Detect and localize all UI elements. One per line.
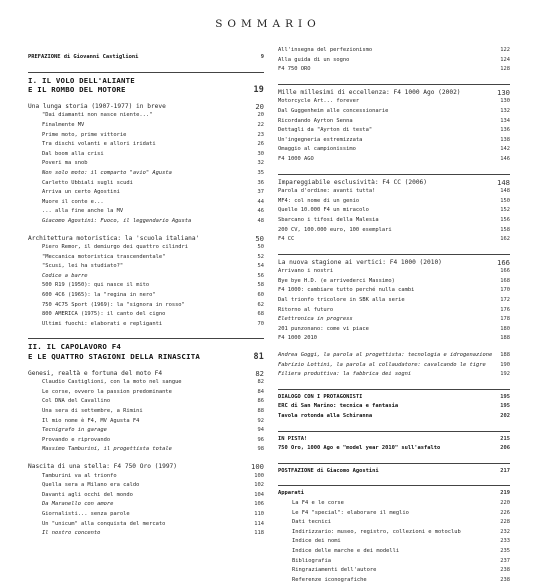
toc-entry xyxy=(278,235,510,245)
toc-entry-page: 158 xyxy=(500,226,510,233)
toc-entry xyxy=(28,407,264,417)
section-divider xyxy=(278,254,510,255)
toc-entry-title: Indice delle marche e dei modelli xyxy=(292,547,400,554)
toc-entry-title: 600 4C6 (1965): la "regina in nero" xyxy=(42,292,156,299)
toc-entry-title: Claudio Castiglioni, con la moto nel sangue xyxy=(42,379,182,386)
toc-entry-page: 206 xyxy=(500,445,510,452)
toc-entry xyxy=(278,547,510,557)
toc-entry-page: 68 xyxy=(257,311,264,318)
toc-entry xyxy=(278,412,510,422)
section-divider xyxy=(278,84,510,85)
toc-entry xyxy=(278,245,510,252)
toc-entry-title: Una sera di settembre, a Rimini xyxy=(42,408,143,414)
toc-entry xyxy=(278,107,510,117)
toc-entry-page: 180 xyxy=(500,325,510,332)
toc-entry-page: 106 xyxy=(254,501,264,508)
toc-entry-title: F4 CC xyxy=(278,236,295,243)
toc-entry-title: Massimo Tamburini, il progettista totale xyxy=(42,446,172,453)
toc-entry-page: 150 xyxy=(500,197,510,204)
toc-entry-page: 130 xyxy=(500,98,510,105)
toc-entry-title: ... alla fine anche la MV xyxy=(42,208,124,215)
toc-entry xyxy=(28,159,264,169)
toc-entry-title: Piero Remor, il demiurgo dei quattro cilindri xyxy=(42,244,189,251)
toc-entry-page: 215 xyxy=(500,435,510,442)
toc-entry-page: 188 xyxy=(500,352,510,359)
toc-entry-title: Tamburini va al trionfo xyxy=(42,472,117,479)
toc-entry-title: Ringraziamenti dell'autore xyxy=(292,567,377,574)
toc-entry-title: 750 4C75 Sport (1969): la "signora in rosso" xyxy=(42,301,185,308)
toc-entry-page: 56 xyxy=(257,272,264,279)
toc-entry xyxy=(278,277,510,287)
toc-entry xyxy=(28,95,264,102)
toc-entry xyxy=(278,145,510,155)
toc-entry-title: Nascita di una stella: F4 750 Oro (1997) xyxy=(28,462,178,470)
toc-entry-title: Finalmente MV xyxy=(42,121,85,128)
toc-entry-page: 138 xyxy=(500,136,510,143)
toc-entry-title: IN PISTA! xyxy=(278,435,308,442)
toc-entry-title: Bibliografia xyxy=(292,557,331,564)
toc-entry xyxy=(28,131,264,141)
toc-entry-title: Codice a barre xyxy=(42,272,88,279)
toc-entry-title: Dal boom alla crisi xyxy=(42,150,104,157)
toc-entry xyxy=(28,217,264,227)
toc-entry-title: Le F4 "special": elaborare il meglio xyxy=(292,509,409,516)
toc-entry-page: 22 xyxy=(257,121,264,128)
toc-entry xyxy=(28,426,264,436)
toc-entry-title: Tavola rotonda alla Schiranna xyxy=(278,413,373,419)
toc-entry-title: Dal trionfo tricolore in SBK alla serie xyxy=(278,297,405,304)
page-title: SOMMARIO xyxy=(215,18,321,30)
toc-entry xyxy=(278,380,510,387)
toc-entry xyxy=(28,369,264,379)
toc-entry-title: Non solo moto: il comparto "avio" Agusta xyxy=(42,169,172,176)
toc-entry xyxy=(278,226,510,236)
toc-entry-page: 233 xyxy=(500,538,510,545)
toc-entry-page: 54 xyxy=(257,263,264,270)
toc-entry xyxy=(278,325,510,335)
toc-entry-title: Referenze iconografiche xyxy=(292,576,367,583)
toc-entry xyxy=(278,370,510,380)
toc-entry-page: 238 xyxy=(500,567,510,574)
toc-entry-title: Indice dei nomi xyxy=(292,538,341,545)
toc-entry xyxy=(278,46,510,56)
toc-entry-title: Le corse, ovvero la passion predominante xyxy=(42,388,172,395)
toc-entry-page: 132 xyxy=(500,107,510,114)
toc-entry-page: 37 xyxy=(257,189,264,196)
toc-entry xyxy=(28,491,264,501)
toc-entry-title: F4 1000: cambiare tutto perché nulla cambi xyxy=(278,287,415,294)
toc-entry-page: 114 xyxy=(254,520,264,527)
toc-entry-title: PREFAZIONE di Giovanni Castiglioni xyxy=(28,54,139,60)
toc-entry xyxy=(278,315,510,325)
toc-entry xyxy=(278,351,510,361)
toc-entry-page: 62 xyxy=(257,301,264,308)
toc-entry xyxy=(28,362,264,369)
toc-entry-page: 170 xyxy=(500,287,510,294)
toc-entry xyxy=(278,206,510,216)
toc-entry-title: Tra dischi volanti e allori iridati xyxy=(42,141,156,148)
toc-entry xyxy=(28,320,264,330)
toc-entry-page: 190 xyxy=(500,361,510,368)
toc-entry-title: E LE QUATTRO STAGIONI DELLA RINASCITA xyxy=(28,352,201,362)
toc-entry xyxy=(28,85,264,95)
toc-entry xyxy=(278,576,510,585)
toc-entry-title: Un'ingegneria estremizzata xyxy=(278,136,363,143)
toc-entry xyxy=(28,169,264,179)
toc-entry xyxy=(28,140,264,150)
toc-entry xyxy=(278,56,510,66)
toc-entry-page: 81 xyxy=(253,351,264,362)
toc-left-column xyxy=(28,46,264,539)
toc-entry-title: Motorcycle Art... forever xyxy=(278,98,360,105)
toc-entry-title: 800 AMERICA (1975): il canto del cigno xyxy=(42,311,166,318)
toc-entry-page: 130 xyxy=(497,87,510,97)
section-divider xyxy=(28,72,264,73)
toc-entry xyxy=(278,454,510,461)
toc-entry xyxy=(278,537,510,547)
toc-entry xyxy=(28,417,264,427)
toc-entry-title: 200 CV, 100.000 euro, 100 esemplari xyxy=(278,226,392,233)
toc-entry-title: Filiera produttiva: la fabbrica dei sogni xyxy=(278,371,412,378)
toc-entry xyxy=(278,216,510,226)
toc-entry-page: 30 xyxy=(257,150,264,157)
toc-entry-title: Davanti agli occhi del mondo xyxy=(42,491,133,498)
toc-entry xyxy=(28,253,264,263)
toc-entry-page: 166 xyxy=(500,268,510,275)
toc-entry xyxy=(28,310,264,320)
toc-entry-page: 142 xyxy=(500,146,510,153)
toc-entry-title: "Meccanica motoristica trascendentale" xyxy=(42,253,166,260)
toc-entry xyxy=(28,272,264,282)
toc-entry-page: 70 xyxy=(257,320,264,327)
toc-entry-title: E IL ROMBO DEL MOTORE xyxy=(28,85,126,95)
toc-entry xyxy=(28,188,264,198)
toc-entry xyxy=(278,286,510,296)
toc-entry-title: Il mio nome è F4, MV Agusta F4 xyxy=(42,417,140,424)
toc-entry-title: Apparati xyxy=(278,490,304,497)
toc-entry-page: 102 xyxy=(254,482,264,489)
toc-entry xyxy=(28,243,264,253)
toc-entry-page: 46 xyxy=(257,208,264,215)
toc-entry-page: 237 xyxy=(500,557,510,564)
toc-entry-title: Muore il conte e... xyxy=(42,198,104,205)
toc-entry xyxy=(278,499,510,509)
toc-entry-title: Ultimi fuochi: elaborati e repliganti xyxy=(42,320,163,327)
toc-entry-page: 172 xyxy=(500,297,510,304)
toc-entry xyxy=(28,352,264,362)
toc-entry-title: 201 punzonano: come vi piace xyxy=(278,325,369,332)
toc-entry-title: Il nostro concento xyxy=(42,530,101,537)
toc-entry xyxy=(278,393,510,403)
toc-entry-page: 192 xyxy=(500,371,510,378)
toc-entry xyxy=(28,388,264,398)
toc-entry-page: 235 xyxy=(500,547,510,554)
toc-entry xyxy=(28,510,264,520)
toc-entry-title: Poveri ma snob xyxy=(42,160,88,167)
toc-entry-title: Quelle 10.000 F4 un miracolo xyxy=(278,207,369,214)
toc-entry-page: 136 xyxy=(500,127,510,134)
toc-entry-page: 9 xyxy=(260,54,264,60)
toc-entry xyxy=(28,481,264,491)
toc-entry-title: Dal Guggenheim alle concessionarie xyxy=(278,107,389,114)
section-divider xyxy=(278,174,510,175)
toc-entry-page: 226 xyxy=(500,509,510,516)
toc-entry xyxy=(28,150,264,160)
toc-entry-title: La F4 e le corse xyxy=(292,499,344,506)
toc-entry-title: All'insegna del perfezionismo xyxy=(278,47,373,53)
toc-entry xyxy=(28,53,264,63)
toc-entry-page: 152 xyxy=(500,207,510,214)
toc-entry-title: DIALOGO CON I PROTAGONISTI xyxy=(278,393,363,400)
toc-entry-page: 122 xyxy=(500,47,510,53)
toc-entry-title: Tecnigrafo in garage xyxy=(42,427,107,434)
toc-entry-page: 104 xyxy=(254,491,264,498)
toc-entry-title: 750 Oro, 1000 Ago e "model year 2010" sull'asfalto xyxy=(278,445,441,452)
toc-entry xyxy=(278,361,510,371)
toc-entry-title: Provando e riprovando xyxy=(42,436,111,443)
toc-entry-title: Alla guida di un sogno xyxy=(278,56,350,63)
toc-entry-title: Arrivano i nostri xyxy=(278,268,334,275)
section-divider xyxy=(28,338,264,339)
toc-entry-page: 188 xyxy=(500,335,510,342)
toc-entry-title: Architettura motoristica: la 'scuola italiana' xyxy=(28,234,200,242)
toc-entry-title: Dettagli da "Ayrton di testa" xyxy=(278,127,373,134)
toc-entry xyxy=(278,566,510,576)
toc-entry-title: Bye bye H.D. (e arrivederci Massimo) xyxy=(278,277,395,284)
toc-entry-page: 128 xyxy=(500,66,510,73)
toc-entry xyxy=(28,227,264,234)
toc-entry-page: 58 xyxy=(257,282,264,289)
toc-entry-page: 86 xyxy=(257,398,264,405)
toc-entry xyxy=(28,121,264,131)
toc-entry xyxy=(278,422,510,429)
toc-entry xyxy=(278,509,510,519)
toc-entry-page: 220 xyxy=(500,499,510,506)
toc-entry-page: 26 xyxy=(257,141,264,148)
section-divider xyxy=(278,463,510,464)
toc-entry xyxy=(278,296,510,306)
toc-entry-title: Mille millesimi di eccellenza: F4 1000 Ago (2002) xyxy=(278,88,461,96)
toc-entry xyxy=(278,165,510,172)
toc-entry xyxy=(278,489,510,499)
toc-entry-page: 178 xyxy=(500,316,510,323)
toc-entry xyxy=(278,557,510,567)
toc-entry-title: Carletto Ubbiali sugli scudi xyxy=(42,179,133,186)
toc-entry xyxy=(28,397,264,407)
toc-entry-page: 232 xyxy=(500,528,510,535)
toc-entry-page: 195 xyxy=(500,403,510,410)
toc-entry-page: 19 xyxy=(253,84,264,95)
toc-right-column xyxy=(278,46,510,585)
toc-entry xyxy=(28,520,264,530)
toc-entry-page: 134 xyxy=(500,117,510,124)
toc-entry-page: 82 xyxy=(257,379,264,386)
toc-entry xyxy=(278,344,510,351)
toc-entry-page: 32 xyxy=(257,160,264,167)
toc-entry xyxy=(28,378,264,388)
toc-entry xyxy=(278,476,510,483)
toc-entry-title: Parola d'ordine: avanti tutta! xyxy=(278,188,376,195)
section-divider xyxy=(278,431,510,432)
toc-entry xyxy=(278,402,510,412)
toc-entry-page: 84 xyxy=(257,388,264,395)
toc-entry-title: F4 750 ORO xyxy=(278,66,311,73)
toc-entry xyxy=(278,97,510,107)
toc-entry xyxy=(278,334,510,344)
toc-entry-page: 148 xyxy=(497,177,510,187)
toc-entry xyxy=(278,155,510,165)
toc-entry xyxy=(28,179,264,189)
toc-entry-page: 162 xyxy=(500,236,510,243)
toc-entry-page: 195 xyxy=(500,393,510,400)
toc-entry-page: 23 xyxy=(257,131,264,138)
toc-entry xyxy=(278,126,510,136)
toc-entry xyxy=(28,63,264,70)
toc-entry-page: 50 xyxy=(255,233,264,243)
toc-entry-page: 60 xyxy=(257,292,264,299)
toc-entry xyxy=(278,117,510,127)
toc-entry-page: 20 xyxy=(257,112,264,119)
toc-entry-title: Fabrizio Lottini, la parola al collaudatore: cavalcando le tigre xyxy=(278,361,486,368)
toc-entry-title: Sbarcano i tifosi della Malesia xyxy=(278,216,379,223)
toc-entry xyxy=(278,306,510,316)
toc-entry-page: 228 xyxy=(500,519,510,526)
toc-entry xyxy=(28,455,264,462)
toc-entry xyxy=(278,178,510,188)
section-divider xyxy=(278,485,510,486)
toc-entry-page: 82 xyxy=(255,368,264,378)
toc-entry-title: Dati tecnici xyxy=(292,519,331,526)
toc-entry xyxy=(278,467,510,477)
toc-entry-page: 118 xyxy=(254,530,264,537)
toc-entry-page: 100 xyxy=(251,461,264,471)
toc-entry xyxy=(278,88,510,98)
toc-entry-page: 94 xyxy=(257,427,264,434)
toc-entry-page: 146 xyxy=(500,155,510,162)
toc-entry-page: 48 xyxy=(257,217,264,224)
toc-entry xyxy=(28,342,264,352)
toc-entry xyxy=(28,281,264,291)
toc-entry-title: Ricordando Ayrton Senna xyxy=(278,117,353,124)
toc-entry-page: 50 xyxy=(257,244,264,251)
toc-entry-page: 20 xyxy=(255,101,264,111)
toc-entry xyxy=(28,46,264,53)
toc-entry xyxy=(28,111,264,121)
toc-entry xyxy=(28,500,264,510)
toc-entry-page: 166 xyxy=(497,257,510,267)
toc-entry-title: Elettronica in progress xyxy=(278,316,353,323)
toc-entry-page: 98 xyxy=(257,446,264,453)
toc-entry xyxy=(278,136,510,146)
toc-entry xyxy=(278,197,510,207)
toc-entry-title: "Scusi, lei ha studiato?" xyxy=(42,263,124,270)
toc-entry-title: Un "unicum" alla conquista del mercato xyxy=(42,520,166,527)
toc-entry xyxy=(28,207,264,217)
toc-entry-page: 124 xyxy=(500,56,510,63)
toc-entry-page: 110 xyxy=(254,510,264,517)
toc-entry-title: ERC di San Marino: tecnica e fantasia xyxy=(278,403,399,410)
toc-entry-title: Impareggiabile esclusività: F4 CC (2006) xyxy=(278,178,428,186)
toc-entry-page: 156 xyxy=(500,216,510,223)
toc-entry-title: POSTFAZIONE di Giacomo Agostini xyxy=(278,467,379,474)
toc-entry-page: 96 xyxy=(257,436,264,443)
toc-entry-title: II. IL CAPOLAVORO F4 xyxy=(28,342,121,352)
toc-entry-title: Genesi, realtà e fortuna del moto F4 xyxy=(28,369,163,377)
toc-entry-page: 217 xyxy=(500,467,510,474)
toc-entry-page: 44 xyxy=(257,198,264,205)
toc-entry-title: Da Maranello con amore xyxy=(42,501,114,508)
toc-entry xyxy=(28,445,264,455)
toc-entry xyxy=(278,258,510,268)
toc-entry-title: Arriva un certo Agostini xyxy=(42,189,120,196)
toc-entry-title: Giacomo Agostini: Fuoco, il leggendario Agusta xyxy=(42,217,192,224)
toc-entry-title: Indirizzario: museo, registro, collezioni e motoclub xyxy=(292,528,461,535)
toc-entry-title: Giornalisti... senza parole xyxy=(42,510,130,517)
toc-entry xyxy=(278,75,510,82)
toc-entry xyxy=(28,291,264,301)
toc-entry xyxy=(28,102,264,112)
toc-entry-title: F4 1000 2010 xyxy=(278,335,317,342)
toc-entry-page: 88 xyxy=(257,408,264,414)
toc-entry-title: MF4: col nome di un genio xyxy=(278,197,360,204)
toc-entry-title: Omaggio al campionissimo xyxy=(278,146,356,153)
toc-entry-page: 168 xyxy=(500,277,510,284)
toc-entry-title: Prime moto, prime vittorie xyxy=(42,131,127,138)
toc-entry xyxy=(28,472,264,482)
toc-entry-title: Quella sera a Milano era caldo xyxy=(42,482,140,489)
toc-entry-page: 202 xyxy=(500,413,510,419)
toc-entry-page: 52 xyxy=(257,253,264,260)
toc-entry-page: 238 xyxy=(500,576,510,583)
toc-entry-title: F4 1000 AGO xyxy=(278,155,314,162)
toc-entry-title: "Dai diamanti non nasce niente..." xyxy=(42,112,153,119)
toc-entry-title: Ritorno al futuro xyxy=(278,306,334,313)
toc-entry-title: Una lunga storia (1907-1977) in breve xyxy=(28,102,166,110)
toc-entry-page: 176 xyxy=(500,306,510,313)
toc-entry xyxy=(28,301,264,311)
toc-entry xyxy=(278,435,510,445)
toc-entry xyxy=(28,76,264,86)
toc-entry xyxy=(278,528,510,538)
toc-entry-page: 148 xyxy=(500,188,510,195)
toc-entry-page: 36 xyxy=(257,179,264,186)
toc-entry xyxy=(28,234,264,244)
toc-entry-page: 219 xyxy=(500,490,510,497)
toc-entry xyxy=(28,262,264,272)
toc-entry-page: 100 xyxy=(254,472,264,479)
toc-entry xyxy=(28,329,264,336)
toc-entry xyxy=(28,198,264,208)
toc-entry xyxy=(278,518,510,528)
toc-entry xyxy=(278,187,510,197)
toc-entry xyxy=(278,444,510,454)
toc-entry xyxy=(278,267,510,277)
toc-entry xyxy=(278,65,510,75)
toc-entry-title: Col DNA del Cavallino xyxy=(42,398,111,405)
section-divider xyxy=(278,389,510,390)
toc-entry xyxy=(28,462,264,472)
toc-entry-title: I. IL VOLO DELL'ALIANTE xyxy=(28,75,135,85)
toc-entry-page: 35 xyxy=(257,169,264,176)
toc-entry xyxy=(28,436,264,446)
toc-entry-title: Andrea Goggi, la parola al progettista: tecnologia e idrogenazione xyxy=(278,352,493,359)
toc-entry xyxy=(28,529,264,539)
toc-entry-page: 92 xyxy=(257,417,264,424)
toc-entry-title: 500 R19 (1950): qui nasce il mito xyxy=(42,282,150,289)
toc-entry-title: La nuova stagione ai vertici: F4 1000 (2010) xyxy=(278,258,442,266)
